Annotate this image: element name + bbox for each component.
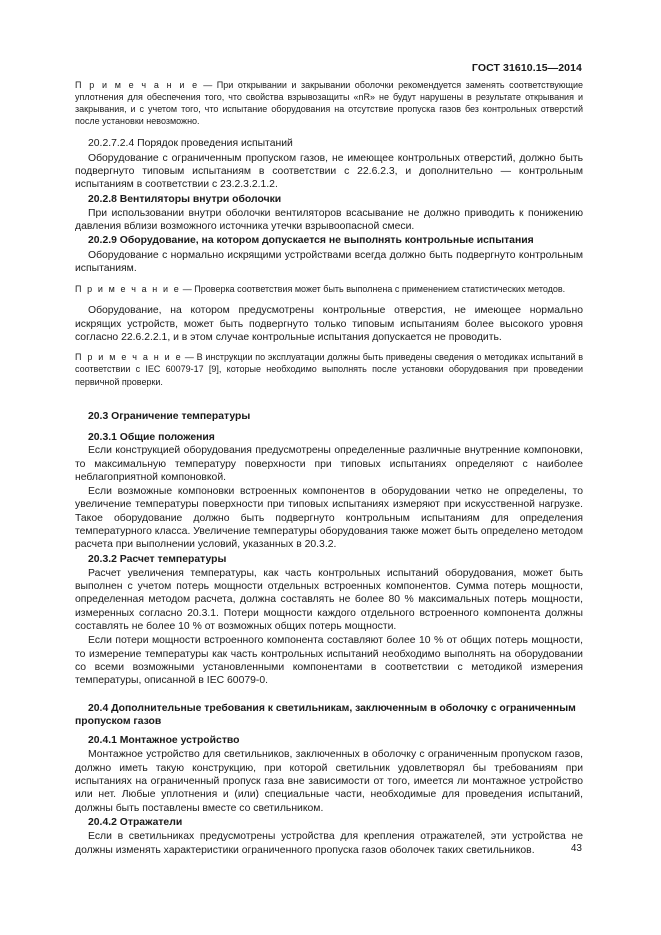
body-paragraph: При использовании внутри оболочки вентиляторов всасывание не должно приводить к понижению давления вблизи возможного источника утечки взрывоопасной смеси.	[75, 207, 583, 233]
note-paragraph	[75, 79, 583, 127]
body-paragraph: Расчет увеличения температуры, как часть контрольных испытаний оборудования, может быть выполнен с учетом потерь мощности отдельных встроенных компонентов. Сумма потерь мощности, определенная методом расчета, должна составлять не более 80 % максимальных потерь мощности, измеренных согласно 20.3.1. Потери мощности каждого отдельного встроенного компонента должны составлять не более 10 % от возможных общих потерь мощности.	[75, 567, 583, 633]
section-heading: 20.4 Дополнительные требования к светильникам, заключенным в оболочку с ограниченным пропуском газов	[75, 702, 576, 727]
note-paragraph	[75, 351, 583, 387]
section-heading: 20.3 Ограничение температуры	[88, 410, 251, 422]
document-number: ГОСТ 31610.15—2014	[471, 62, 582, 74]
subsection-heading: 20.3.1 Общие положения	[88, 431, 215, 443]
body-paragraph: Оборудование, на котором предусмотрены контрольные отверстия, не имеющее нормально искрящих устройств, может быть подвергнуто только типовым испытаниям более высокого уровня согласно 22.6.2.2.1, и в этом случае контрольные испытания допускается не проводить.	[75, 305, 583, 344]
body-paragraph: Если возможные компоновки встроенных компонентов в оборудовании четко не определены, то увеличение температуры поверхности при типовых испытаниях измеряют при искусственной нагрузке. Такое оборудование должно быть подвергнуто контрольным испытаниям для определения температурного класса. Увеличение температуры оборудования также может быть определено методом расчета при выполнении условий, указанных в 20.3.2.	[75, 486, 583, 551]
page-content	[75, 79, 583, 857]
body-paragraph: Если конструкцией оборудования предусмотрены определенные различные внутренние компоновки, то максимальную температуру поверхности при типовых испытаниях определяют с наиболее неблагоприятной компоновкой.	[75, 445, 583, 483]
page-number: 43	[570, 843, 582, 854]
note-paragraph	[75, 283, 583, 295]
body-paragraph: Оборудование с нормально искрящими устройствами всегда должно быть подвергнуто контрольным испытаниям.	[75, 249, 583, 275]
body-paragraph: Если потери мощности встроенного компонента составляют более 10 % от общих потерь мощности, то измерение температуры как часть контрольных испытаний необходимо выполнять на оборудовании со всеми возможными установленными компонентами в соответствии с методикой измерения температуры, описанной в IEC 60079-0.	[75, 635, 583, 687]
note-text: — В инструкции по эксплуатации должны быть приведены сведения о методиках испытаний в соответствии с IEC 60079-17 [9], которые необходимо выполнять после установки оборудования при проведении первичной проверки.	[75, 352, 583, 387]
subsection-heading: 20.3.2 Расчет температуры	[88, 553, 227, 565]
subsection-heading: 20.4.1 Монтажное устройство	[88, 735, 240, 747]
section-heading: 20.2.8 Вентиляторы внутри оболочки	[88, 193, 282, 205]
body-paragraph: Оборудование с ограниченным пропуском газов, не имеющее контрольных отверстий, должно быть подвергнуто типовым испытаниям в соответствии с 22.6.2.3, и дополнительно — контрольным испытаниям в соответствии с 23.2.3.2.1.2.	[75, 152, 583, 191]
note-label: П р и м е ч а н и е	[75, 352, 183, 363]
note-label: П р и м е ч а н и е	[75, 284, 181, 295]
body-paragraph: Если в светильниках предусмотрены устройства для крепления отражателей, эти устройства не должны изменять характеристики ограниченного пропуска газов оболочек таких светильников.	[75, 831, 583, 856]
subsection-heading: 20.4.2 Отражатели	[88, 816, 183, 828]
subsection-heading: 20.2.7.2.4 Порядок проведения испытаний	[88, 138, 293, 150]
note-text: — При открывании и закрывании оболочки рекомендуется заменять соответствующие уплотнения для обеспечения того, что свойства взрывозащиты «nR» не будут нарушены в результате открывания и закрывания, и с учетом того, что испытание оборудования на отсутствие пропуска газов без контрольных отверстий после установки невозможно.	[75, 80, 584, 127]
section-heading: 20.2.9 Оборудование, на котором допускается не выполнять контрольные испытания	[88, 235, 534, 247]
note-text: — Проверка соответствия может быть выполнена с применением статистических методов.	[180, 284, 566, 295]
body-paragraph: Монтажное устройство для светильников, заключенных в оболочку с ограниченным пропуском газов, должно иметь такую конструкцию, при которой светильник удовлетворял бы требованиям при испытаниях на ограниченный пропуск газа вне зависимости от того, имеется ли монтажное устройство или нет. Любые уплотнения и (или) специальные части, необходимые для проведения испытаний, должны быть поставлены вместе со светильником.	[75, 749, 583, 814]
note-label: П р и м е ч а н и е	[75, 80, 199, 90]
